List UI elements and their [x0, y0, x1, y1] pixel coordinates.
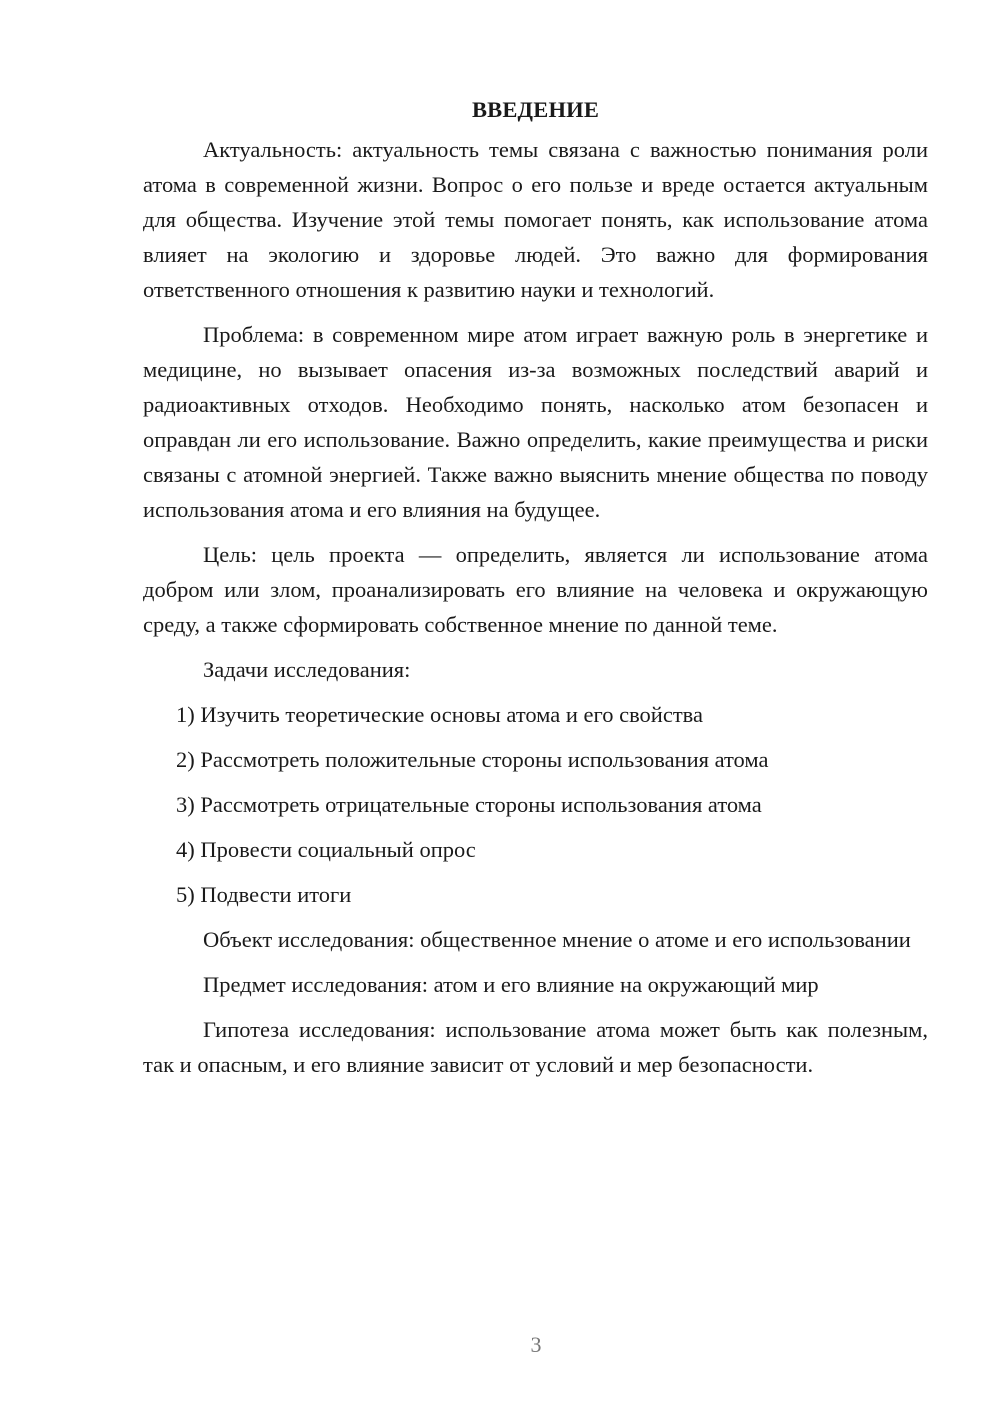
task-item: 1) Изучить теоретические основы атома и его свойства: [176, 702, 703, 727]
task-item: 5) Подвести итоги: [176, 882, 352, 907]
problem-paragraph: Проблема: в современном мире атом играет важную роль в энергетике и медицине, но вызывает опасения из-за возможных последствий аварий и радиоактивных отходов. Необходимо понять, насколько атом безопасен и оправдан ли его использование. Важно определить, какие преимущества и риски связаны с атомной энергией. Также важно выяснить мнение общества по поводу использования атома и его влияния на будущее.: [143, 322, 928, 522]
task-item: 3) Рассмотреть отрицательные стороны использования атома: [176, 792, 762, 817]
page-number: 3: [530, 1332, 542, 1357]
relevance-paragraph: Актуальность: актуальность темы связана с важностью понимания роли атома в современной жизни. Вопрос о его пользе и вреде остается актуальным для общества. Изучение этой темы помогает понять, как использование атома влияет на экологию и здоровье людей. Это важно для формирования ответственного отношения к развитию науки и технологий.: [143, 137, 928, 302]
task-item: 4) Провести социальный опрос: [176, 837, 476, 862]
section-heading: ВВЕДЕНИЕ: [471, 97, 600, 122]
subject-paragraph: Предмет исследования: атом и его влияние на окружающий мир: [203, 972, 819, 997]
page-content: [143, 92, 928, 1092]
tasks-list: [143, 697, 928, 912]
goal-paragraph: Цель: цель проекта — определить, является ли использование атома добром или злом, проанализировать его влияние на человека и окружающую среду, а также сформировать собственное мнение по данной теме.: [143, 542, 928, 637]
object-paragraph: Объект исследования: общественное мнение о атоме и его использовании: [203, 927, 911, 952]
task-item: 2) Рассмотреть положительные стороны использования атома: [176, 747, 769, 772]
hypothesis-paragraph: Гипотеза исследования: использование атома может быть как полезным, так и опасным, и его влияние зависит от условий и мер безопасности.: [143, 1017, 928, 1077]
tasks-label: Задачи исследования:: [203, 657, 411, 682]
